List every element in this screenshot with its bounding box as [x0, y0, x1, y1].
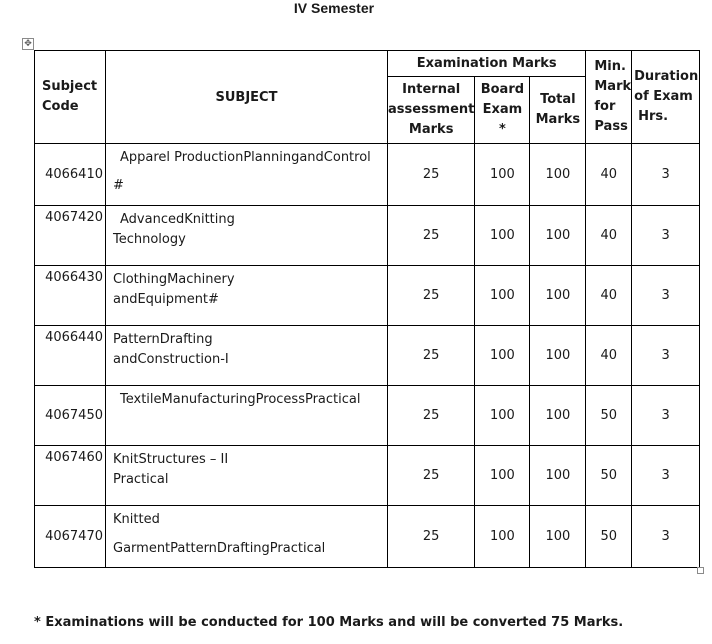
internal-marks-cell: 25: [388, 386, 475, 446]
header-board-exam: Board Exam *: [475, 77, 530, 144]
header-internal-assessment: Internal assessment Marks: [388, 77, 475, 144]
min-pass-cell: 40: [586, 266, 632, 326]
page-title: IV Semester: [293, 0, 375, 16]
duration-cell: 3: [632, 266, 700, 326]
min-pass-cell: 50: [586, 506, 632, 568]
board-marks-cell: 100: [475, 266, 530, 326]
min-pass-cell: 40: [586, 206, 632, 266]
subject-code-cell: 4067450: [35, 386, 106, 446]
total-marks-cell: 100: [530, 326, 586, 386]
board-marks-cell: 100: [475, 326, 530, 386]
subject-code-cell: 4067460: [35, 446, 106, 506]
duration-cell: 3: [632, 206, 700, 266]
subject-name-cell: TextileManufacturingProcessPractical: [106, 386, 388, 446]
internal-marks-cell: 25: [388, 446, 475, 506]
board-marks-cell: 100: [475, 446, 530, 506]
subject-code-cell: 4066410: [35, 144, 106, 206]
internal-marks-cell: 25: [388, 144, 475, 206]
table-row: [35, 206, 700, 266]
total-marks-cell: 100: [530, 266, 586, 326]
internal-marks-cell: 25: [388, 326, 475, 386]
subject-name-cell: Knitted GarmentPatternDraftingPractical: [106, 506, 388, 568]
table-row: [35, 506, 700, 568]
header-total-marks: Total Marks: [530, 77, 586, 144]
duration-cell: 3: [632, 386, 700, 446]
board-marks-cell: 100: [475, 506, 530, 568]
internal-marks-cell: 25: [388, 506, 475, 568]
internal-marks-cell: 25: [388, 266, 475, 326]
total-marks-cell: 100: [530, 144, 586, 206]
min-pass-cell: 40: [586, 326, 632, 386]
subject-code-cell: 4066440: [35, 326, 106, 386]
subject-name-cell: PatternDrafting andConstruction-I: [106, 326, 388, 386]
subject-code-cell: 4066430: [35, 266, 106, 326]
duration-cell: 3: [632, 446, 700, 506]
subject-name-cell: ClothingMachinery andEquipment#: [106, 266, 388, 326]
header-subject: SUBJECT: [106, 51, 388, 144]
table-move-handle-icon[interactable]: ✥: [22, 38, 34, 50]
total-marks-cell: 100: [530, 446, 586, 506]
duration-cell: 3: [632, 506, 700, 568]
table-row: [35, 446, 700, 506]
footnote: * Examinations will be conducted for 100 Marks and will be converted 75 Marks.: [34, 615, 624, 630]
board-marks-cell: 100: [475, 144, 530, 206]
min-pass-cell: 50: [586, 446, 632, 506]
subject-name-cell: KnitStructures – II Practical: [106, 446, 388, 506]
header-duration: Duration of Exam Hrs.: [632, 51, 700, 144]
header-subject-code: Subject Code: [35, 51, 106, 144]
header-min-mark: Min. Mark for Pass: [586, 51, 632, 144]
board-marks-cell: 100: [475, 386, 530, 446]
subject-code-cell: 4067470: [35, 506, 106, 568]
table-row: [35, 144, 700, 206]
subject-name-cell: Apparel ProductionPlanningandControl #: [106, 144, 388, 206]
subject-name-cell: AdvancedKnitting Technology: [106, 206, 388, 266]
header-examination-marks: Examination Marks: [388, 51, 586, 77]
duration-cell: 3: [632, 144, 700, 206]
table-resize-handle-icon[interactable]: [697, 567, 704, 574]
total-marks-cell: 100: [530, 386, 586, 446]
internal-marks-cell: 25: [388, 206, 475, 266]
board-marks-cell: 100: [475, 206, 530, 266]
min-pass-cell: 50: [586, 386, 632, 446]
min-pass-cell: 40: [586, 144, 632, 206]
table-row: [35, 386, 700, 446]
duration-cell: 3: [632, 326, 700, 386]
total-marks-cell: 100: [530, 206, 586, 266]
table-row: [35, 266, 700, 326]
exam-marks-table: [34, 50, 700, 568]
table-row: [35, 326, 700, 386]
subject-code-cell: 4067420: [35, 206, 106, 266]
total-marks-cell: 100: [530, 506, 586, 568]
